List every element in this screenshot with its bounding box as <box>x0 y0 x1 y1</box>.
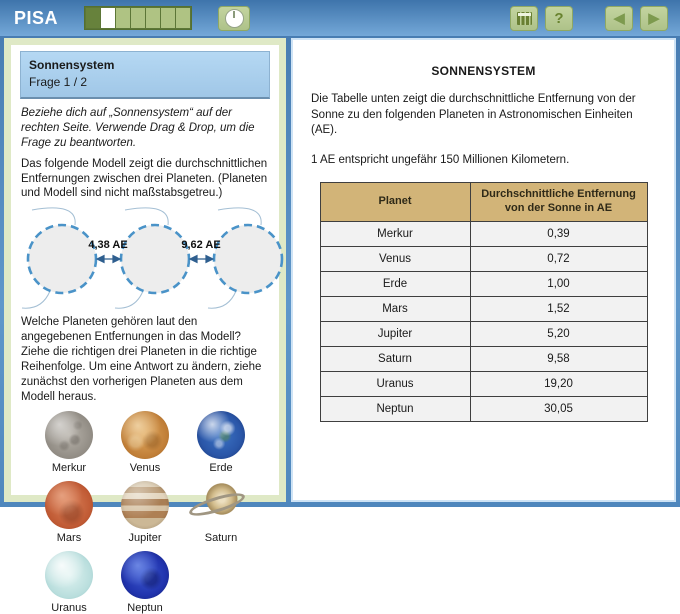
planet-image-saturn[interactable] <box>190 481 252 529</box>
distance-label-1: 4,38 AE <box>88 239 128 252</box>
planet-tile-jupiter[interactable] <box>114 481 176 544</box>
cell-distance-value: 19,20 <box>470 371 647 396</box>
progress-segment-2 <box>101 8 115 28</box>
table-header-distance: Durchschnittliche Entfernung von der Sonne in AE <box>470 183 647 222</box>
planet-image-jupiter[interactable] <box>121 481 169 529</box>
question-panel <box>4 38 286 614</box>
question-header <box>20 51 270 99</box>
instruction-text: Beziehe dich auf „Sonnensystem“ auf der rechten Seite. Verwende Drag & Drop, um die Frage zu beantworten. <box>21 106 255 149</box>
stimulus-paragraph-1: Die Tabelle unten zeigt die durchschnittliche Entfernung von der Sonne zu den folgenden Planeten in Astronomischen Einheiten (AE). <box>311 93 636 137</box>
planet-label-jupiter: Jupiter <box>128 532 162 545</box>
cell-planet-name: Erde <box>320 271 470 296</box>
question-progress: Frage 1 / 2 <box>29 75 88 89</box>
planet-image-venus[interactable] <box>121 411 169 459</box>
table-row <box>320 296 647 321</box>
model-drop-slot-3[interactable] <box>214 225 282 293</box>
distance-label-2: 9,62 AE <box>181 239 221 252</box>
planet-image-mars[interactable] <box>45 481 93 529</box>
model-drop-slot-1[interactable] <box>28 225 96 293</box>
cell-planet-name: Saturn <box>320 346 470 371</box>
planet-tile-mars[interactable] <box>38 481 100 544</box>
progress-segment-1 <box>86 8 100 28</box>
question-title: Sonnensystem <box>29 58 115 72</box>
table-row <box>320 396 647 421</box>
table-row <box>320 221 647 246</box>
cell-distance-value: 30,05 <box>470 396 647 421</box>
cell-planet-name: Uranus <box>320 371 470 396</box>
progress-segment-7 <box>176 8 190 28</box>
planet-image-merkur[interactable] <box>45 411 93 459</box>
planet-tile-erde[interactable] <box>190 411 252 474</box>
planet-palette <box>20 411 270 614</box>
progress-segment-3 <box>116 8 130 28</box>
planet-image-erde[interactable] <box>197 411 245 459</box>
planet-tile-neptun[interactable] <box>114 551 176 614</box>
model-drop-slot-2[interactable] <box>121 225 189 293</box>
stimulus-paragraph-2: 1 AE entspricht ungefähr 150 Millionen Kilometern. <box>311 153 570 166</box>
planet-label-erde: Erde <box>209 462 233 475</box>
previous-button[interactable] <box>605 6 633 31</box>
planet-label-venus: Venus <box>129 462 161 475</box>
cell-planet-name: Neptun <box>320 396 470 421</box>
table-row <box>320 246 647 271</box>
task-text: Welche Planeten gehören laut den angegebenen Entfernungen in das Modell? Ziehe die richtigen drei Planeten in die richtige Reihenfolge. Um eine Antwort zu ändern, ziehe zunächst den vorherigen Planeten aus dem Modell heraus. <box>21 316 262 404</box>
planet-label-merkur: Merkur <box>51 462 87 475</box>
planet-label-saturn: Saturn <box>204 532 238 545</box>
calculator-button[interactable] <box>510 6 538 31</box>
cell-planet-name: Venus <box>320 246 470 271</box>
progress-segment-5 <box>146 8 160 28</box>
stimulus-title: SONNENSYSTEM <box>431 64 536 78</box>
calculator-icon <box>517 12 532 25</box>
table-header-planet: Planet <box>320 183 470 222</box>
cell-distance-value: 9,58 <box>470 346 647 371</box>
table-row <box>320 271 647 296</box>
progress-segment-4 <box>131 8 145 28</box>
progress-bar <box>84 6 192 30</box>
table-row <box>320 371 647 396</box>
planet-tile-uranus[interactable] <box>38 551 100 614</box>
arrow-right-icon: ▶ <box>648 9 660 27</box>
table-row <box>320 321 647 346</box>
next-button[interactable] <box>640 6 668 31</box>
planet-model-diagram <box>20 207 284 313</box>
timer-button[interactable] <box>218 6 250 31</box>
help-button[interactable] <box>545 6 573 31</box>
planet-tile-saturn[interactable] <box>190 481 252 544</box>
planet-label-uranus: Uranus <box>51 602 87 614</box>
top-toolbar <box>0 0 680 36</box>
planet-label-mars: Mars <box>56 532 82 545</box>
table-row <box>320 346 647 371</box>
cell-planet-name: Mars <box>320 296 470 321</box>
stimulus-panel <box>291 38 676 502</box>
cell-distance-value: 5,20 <box>470 321 647 346</box>
progress-segment-6 <box>161 8 175 28</box>
planet-tile-merkur[interactable] <box>38 411 100 474</box>
clock-icon <box>225 9 244 28</box>
cell-distance-value: 1,00 <box>470 271 647 296</box>
cell-distance-value: 0,72 <box>470 246 647 271</box>
arrow-left-icon: ◀ <box>613 9 625 27</box>
planet-image-neptun[interactable] <box>121 551 169 599</box>
cell-planet-name: Jupiter <box>320 321 470 346</box>
planet-label-neptun: Neptun <box>127 602 163 614</box>
planet-tile-venus[interactable] <box>114 411 176 474</box>
cell-distance-value: 0,39 <box>470 221 647 246</box>
cell-planet-name: Merkur <box>320 221 470 246</box>
help-icon: ? <box>554 9 564 27</box>
cell-distance-value: 1,52 <box>470 296 647 321</box>
distance-table <box>320 182 648 422</box>
pisa-logo: PISA <box>14 7 59 28</box>
planet-image-uranus[interactable] <box>45 551 93 599</box>
model-description-text: Das folgende Modell zeigt die durchschnittlichen Entfernungen zwischen drei Planeten. (Planeten und Modell sind nicht maßstabsgetreu.) <box>21 157 268 200</box>
